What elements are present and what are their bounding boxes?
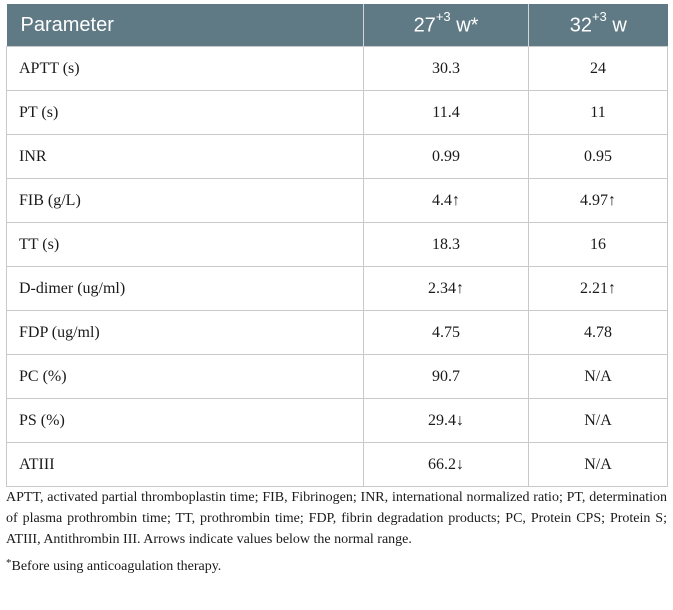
header-week-27-sup: +3 — [435, 9, 451, 25]
header-week-27 — [364, 4, 529, 47]
table-row — [7, 179, 668, 223]
row-value-27w: 2.34↑ — [364, 267, 529, 311]
asterisk-mark: * — [6, 557, 12, 569]
table-row — [7, 399, 668, 443]
row-value-32w: 4.97↑ — [529, 179, 668, 223]
row-parameter: PC (%) — [7, 355, 364, 399]
row-value-32w: N/A — [529, 399, 668, 443]
table-row — [7, 91, 668, 135]
asterisk-footnote — [6, 556, 667, 578]
header-week-32-base: 32 — [569, 14, 592, 37]
table-row — [7, 443, 668, 487]
row-value-27w: 29.4↓ — [364, 399, 529, 443]
header-week-32-suffix: w — [606, 14, 627, 37]
row-parameter: TT (s) — [7, 223, 364, 267]
header-week-32 — [529, 4, 668, 47]
row-parameter: INR — [7, 135, 364, 179]
row-value-32w: 16 — [529, 223, 668, 267]
abbreviations-footnote: APTT, activated partial thromboplastin time; FIB, Fibrinogen; INR, international normalized ratio; PT, determination of plasma prothrombin time; TT, prothrombin time; FDP, fibrin degradation products; PC, Protein CPS; Protein S; ATIII, Antithrombin III. Arrows indicate values below the normal range. — [6, 490, 667, 547]
row-value-32w: 11 — [529, 91, 668, 135]
row-value-32w: N/A — [529, 355, 668, 399]
table-row — [7, 135, 668, 179]
header-week-32-sup: +3 — [591, 9, 607, 25]
row-parameter: PT (s) — [7, 91, 364, 135]
row-value-32w: N/A — [529, 443, 668, 487]
table-row — [7, 223, 668, 267]
header-parameter: Parameter — [7, 4, 364, 47]
row-parameter: FIB (g/L) — [7, 179, 364, 223]
row-parameter: D-dimer (ug/ml) — [7, 267, 364, 311]
row-value-32w: 2.21↑ — [529, 267, 668, 311]
row-value-32w: 0.95 — [529, 135, 668, 179]
row-value-27w: 18.3 — [364, 223, 529, 267]
row-value-27w: 11.4 — [364, 91, 529, 135]
row-parameter: ATIII — [7, 443, 364, 487]
table-body — [7, 47, 668, 487]
row-value-27w: 90.7 — [364, 355, 529, 399]
header-week-27-base: 27 — [413, 14, 436, 37]
row-value-32w: 4.78 — [529, 311, 668, 355]
table-row — [7, 311, 668, 355]
table-row — [7, 355, 668, 399]
row-value-27w: 66.2↓ — [364, 443, 529, 487]
coagulation-parameters-table — [6, 4, 668, 487]
row-value-27w: 30.3 — [364, 47, 529, 91]
asterisk-text: Before using anticoagulation therapy. — [11, 559, 222, 574]
table-header — [7, 4, 668, 47]
header-row — [7, 4, 668, 47]
table-row — [7, 267, 668, 311]
header-week-27-suffix: w* — [450, 14, 479, 37]
row-parameter: FDP (ug/ml) — [7, 311, 364, 355]
table-row — [7, 47, 668, 91]
row-value-27w: 0.99 — [364, 135, 529, 179]
row-value-27w: 4.4↑ — [364, 179, 529, 223]
row-value-32w: 24 — [529, 47, 668, 91]
row-parameter: PS (%) — [7, 399, 364, 443]
coagulation-table-container — [6, 4, 667, 487]
row-parameter: APTT (s) — [7, 47, 364, 91]
row-value-27w: 4.75 — [364, 311, 529, 355]
